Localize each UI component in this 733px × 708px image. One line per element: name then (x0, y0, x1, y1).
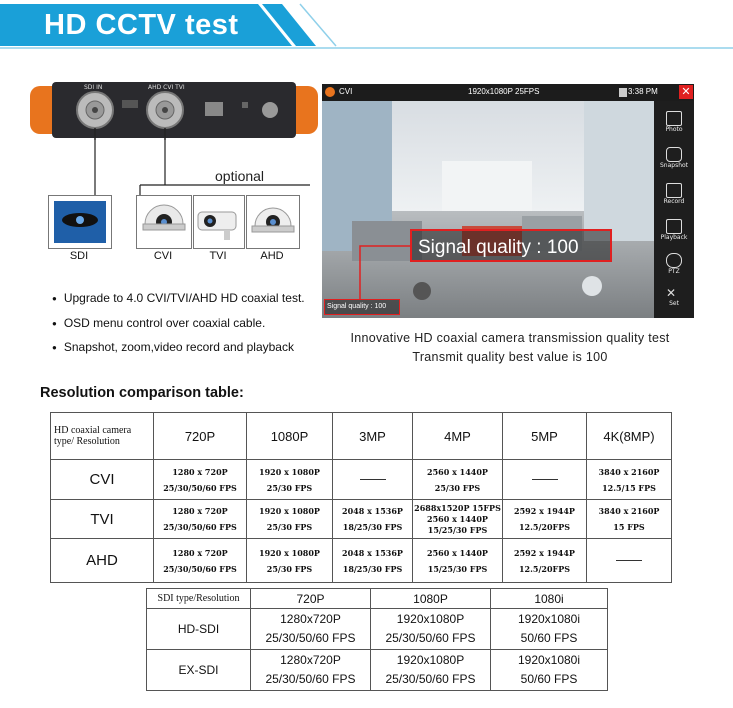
feature-bullet: ● Snapshot, zoom,video record and playback (52, 340, 294, 354)
cell-line: 25/30/50/60 FPS (163, 482, 237, 493)
camera-label: AHD (260, 250, 284, 262)
table-header-row (147, 589, 608, 609)
resolution-table (50, 412, 672, 583)
cell-line: 2048 x 1536P (342, 506, 403, 516)
row-name: EX-SDI (147, 650, 251, 691)
tvi-camera-box (193, 195, 245, 249)
table-cell-empty (587, 539, 672, 583)
cell-line: 50/60 FPS (520, 631, 578, 645)
analog-port-label: AHD CVI TVI (148, 84, 185, 91)
cell-line: 1280 x 720P (172, 506, 228, 516)
table-cell (333, 539, 413, 583)
photo-icon (666, 111, 682, 126)
play-icon (666, 219, 682, 234)
cell-line: 1920 x 1080P (259, 547, 320, 558)
cell-line: 25/30/50/60 FPS (265, 631, 356, 645)
cell-line: 1280 x 720P (172, 547, 228, 558)
close-icon[interactable]: ✕ (679, 85, 693, 99)
table-cell (247, 500, 333, 539)
table-cell (154, 460, 247, 500)
row-name: AHD (51, 539, 154, 583)
table-cell (491, 650, 608, 691)
cell-line: 25/30 FPS (266, 563, 313, 574)
screen-side-toolbar (654, 101, 694, 318)
corner-line: type/ Resolution (54, 436, 120, 447)
playback-label: Playback (660, 234, 688, 241)
table-cell (247, 539, 333, 583)
snapshot-button[interactable] (654, 147, 694, 169)
cell-line: 12.5/20FPS (518, 522, 570, 532)
ptz-camera-icon (666, 253, 682, 268)
cell-line: 2560 x 1440P (427, 466, 488, 477)
cell-line: 1280x720P (280, 612, 341, 626)
table-cell-empty (333, 460, 413, 500)
signal-quality-overlay: Signal quality : 100 (324, 299, 400, 315)
mode-label: CVI (339, 87, 353, 96)
column-header: 5MP (503, 413, 587, 460)
cell-line: 2592 x 1944P (514, 506, 575, 516)
tools-icon: ✕ (666, 286, 677, 300)
cell-line: 12.5/20FPS (518, 563, 570, 574)
table-cell (251, 650, 371, 691)
ptz-label: PTZ (668, 268, 680, 275)
cell-line: 25/30 FPS (434, 482, 481, 493)
cell-line: 1280x720P (280, 653, 341, 667)
table-row (147, 609, 608, 650)
sdi-camera-icon (49, 196, 111, 248)
dash-mark (532, 479, 558, 480)
cell-line: 3840 x 2160P (598, 466, 660, 477)
row-name: CVI (51, 460, 154, 500)
table-row (51, 539, 672, 583)
cvi-camera-box (136, 195, 192, 249)
table-cell (251, 609, 371, 650)
table-cell (503, 500, 587, 539)
cell-line: 25/30/50/60 FPS (265, 672, 356, 686)
feature-bullet: ● Upgrade to 4.0 CVI/TVI/AHD HD coaxial test. (52, 291, 305, 305)
column-header: 3MP (333, 413, 413, 460)
cell-line: 2560 x 1440P (427, 513, 488, 524)
record-label: Record (663, 198, 685, 205)
cell-line: 1920x1080i (517, 612, 581, 626)
table-cell (413, 460, 503, 500)
table-cell (371, 609, 491, 650)
signal-quality-zoomed: Signal quality : 100 (410, 229, 612, 262)
table-corner-cell (51, 413, 154, 460)
cell-line: 2560 x 1440P (427, 547, 488, 558)
corner-line: HD coaxial camera (54, 425, 132, 436)
tester-screen (322, 84, 694, 318)
table-cell (154, 500, 247, 539)
camera-label: CVI (153, 250, 173, 262)
sdi-table (146, 588, 608, 691)
cell-line: 1920x1080i (517, 653, 581, 667)
screen-caption: Innovative HD coaxial camera transmission quality test (350, 331, 670, 345)
cell-line: 25/30/50/60 FPS (163, 522, 237, 532)
cell-line: 3840 x 2160P (598, 506, 660, 516)
photo-label: Photo (665, 126, 683, 133)
cell-line: 25/30 FPS (266, 522, 313, 532)
screen-caption: Transmit quality best value is 100 (412, 350, 608, 364)
dash-mark (360, 479, 386, 480)
cell-line: 1920x1080P (396, 612, 465, 626)
table-cell-empty (503, 460, 587, 500)
ahd-camera-box (246, 195, 300, 249)
battery-icon (619, 88, 627, 97)
table-row (147, 650, 608, 691)
cell-line: 25/30/50/60 FPS (385, 631, 476, 645)
zoom-callout-lines (352, 244, 412, 304)
column-header: 1080P (371, 589, 491, 609)
bullet-camera-icon (194, 196, 244, 248)
resolution-table-title: Resolution comparison table: (40, 385, 244, 401)
column-header: 720P (154, 413, 247, 460)
cell-line: 15/25/30 FPS (427, 563, 488, 574)
table-cell (491, 609, 608, 650)
sdi-port-label: SDI IN (84, 84, 103, 91)
row-name: HD-SDI (147, 609, 251, 650)
table-cell (371, 650, 491, 691)
cell-line: 25/30/50/60 FPS (385, 672, 476, 686)
table-cell (587, 460, 672, 500)
table-cell (247, 460, 333, 500)
table-row (51, 500, 672, 539)
resolution-readout: 1920x1080P 25FPS (468, 87, 540, 96)
cell-line: 2592 x 1944P (514, 547, 575, 558)
cell-line: 2048 x 1536P (342, 547, 403, 558)
record-button[interactable] (654, 183, 694, 205)
video-icon (666, 183, 682, 198)
table-cell (154, 539, 247, 583)
cell-line: 1920 x 1080P (259, 466, 320, 477)
cell-line: 18/25/30 FPS (342, 563, 403, 574)
cell-line: 25/30/50/60 FPS (163, 563, 237, 574)
camera-icon (666, 147, 682, 162)
cell-line: 2688x1520P 15FPS (414, 502, 501, 513)
sdi-camera-box (48, 195, 112, 249)
cell-line: 1920 x 1080P (259, 506, 320, 516)
table-corner-cell: SDI type/Resolution (147, 589, 251, 609)
snapshot-label: Snapshot (659, 162, 689, 169)
row-name: TVI (51, 500, 154, 539)
cell-line: 15/25/30 FPS (427, 524, 488, 535)
table-cell (587, 500, 672, 539)
column-header: 1080i (491, 589, 608, 609)
cell-line: 50/60 FPS (520, 672, 578, 686)
connector-lines (0, 140, 330, 200)
cell-line: 1280 x 720P (172, 466, 228, 477)
dome-camera-icon (137, 196, 191, 248)
cell-line: 1920x1080P (396, 653, 465, 667)
column-header: 4K(8MP) (587, 413, 672, 460)
clock: 3:38 PM (628, 87, 658, 96)
optional-label: optional (215, 168, 265, 184)
dash-mark (616, 560, 642, 561)
page-title: HD CCTV test (44, 9, 239, 41)
table-cell (333, 500, 413, 539)
playback-button[interactable] (654, 219, 694, 241)
table-cell (413, 500, 503, 539)
cell-line: 18/25/30 FPS (342, 522, 403, 532)
table-row (51, 460, 672, 500)
cell-line: 12.5/15 FPS (602, 482, 656, 493)
table-cell (413, 539, 503, 583)
table-header-row (51, 413, 672, 460)
camera-label: TVI (209, 250, 227, 262)
camera-label: SDI (69, 250, 89, 262)
camera-icon (325, 87, 335, 97)
table-cell (503, 539, 587, 583)
column-header: 720P (251, 589, 371, 609)
column-header: 4MP (413, 413, 503, 460)
feature-bullet: ● OSD menu control over coaxial cable. (52, 316, 265, 330)
cell-line: 15 FPS (613, 522, 645, 532)
screen-status-bar (322, 84, 694, 101)
settings-label: Set (669, 300, 679, 307)
cell-line: 25/30 FPS (266, 482, 313, 493)
settings-button[interactable] (654, 287, 694, 307)
column-header: 1080P (247, 413, 333, 460)
ptz-button[interactable] (654, 253, 694, 275)
photo-button[interactable] (654, 111, 694, 133)
dome-camera-icon (247, 196, 299, 248)
